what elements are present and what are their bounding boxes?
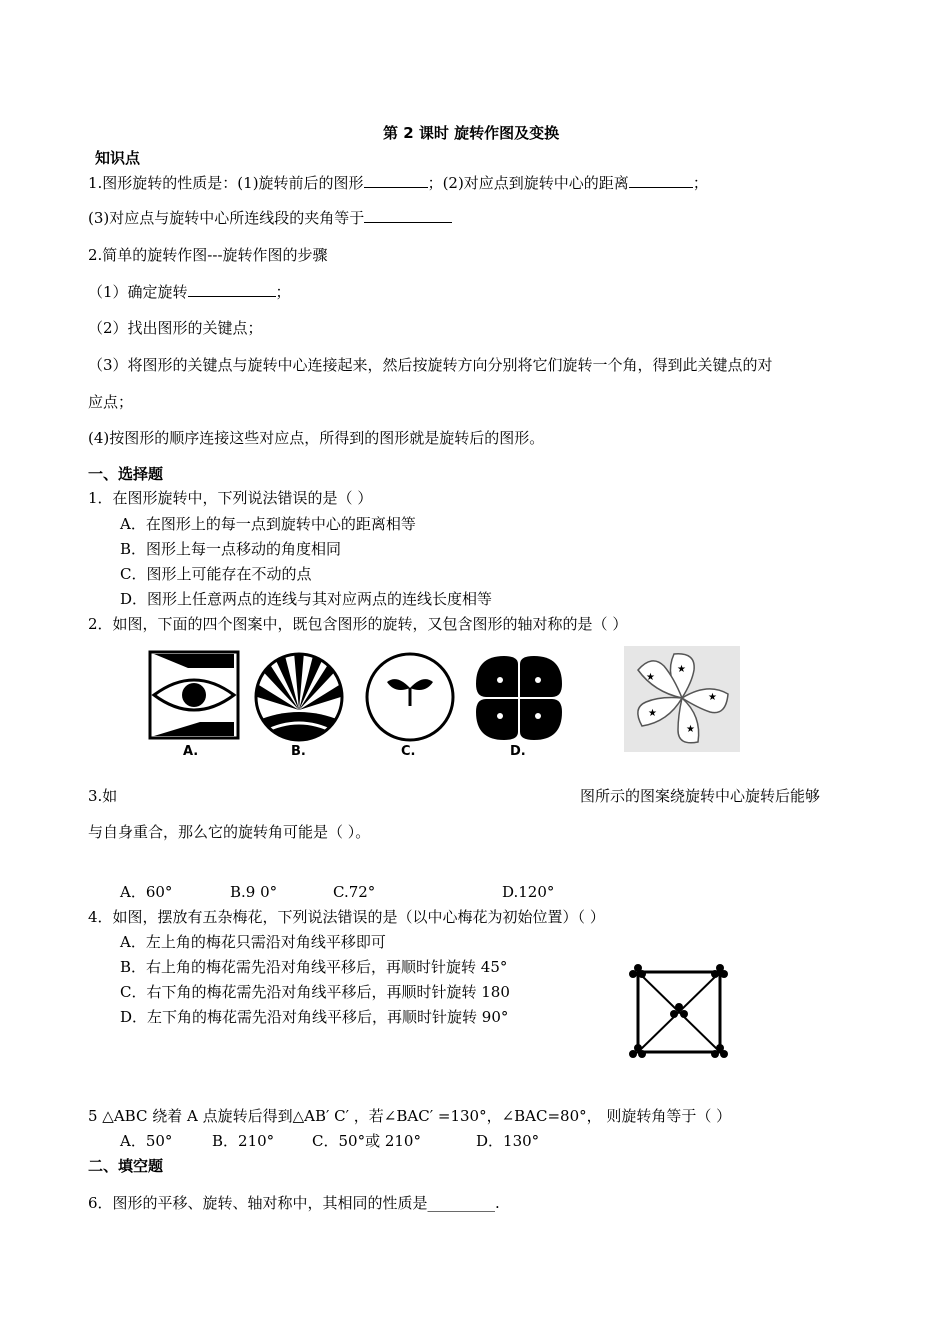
knowledge-line-6: （3）将图形的关键点与旋转中心连接起来，然后按旋转方向分别将它们旋转一个角，得到此关键点的对 bbox=[88, 356, 773, 374]
knowledge-text: 1.图形旋转的性质是：(1)旋转前后的图形 bbox=[88, 174, 364, 192]
q1-stem: 1．在图形旋转中，下列说法错误的是（ ） bbox=[88, 489, 373, 507]
knowledge-text: ； bbox=[275, 283, 291, 301]
page-title: 第 2 课时 旋转作图及变换 bbox=[383, 124, 560, 142]
q1-option-b: B．图形上每一点移动的角度相同 bbox=[120, 540, 342, 558]
q1-option-c: C．图形上可能存在不动的点 bbox=[120, 565, 312, 583]
answer-blank[interactable] bbox=[364, 173, 428, 188]
answer-blank[interactable] bbox=[364, 208, 452, 223]
knowledge-line-7: 应点； bbox=[88, 393, 134, 411]
q5-option-c: C．50°或 210° bbox=[312, 1132, 421, 1150]
q3-option-d: D.120° bbox=[502, 883, 555, 901]
section2-heading: 二、填空题 bbox=[88, 1157, 164, 1175]
figure-b-label: B. bbox=[291, 744, 306, 759]
q4-stem: 4．如图，摆放有五杂梅花，下列说法错误的是（以中心梅花为初始位置）（ ） bbox=[88, 908, 605, 926]
figure-c bbox=[365, 652, 455, 742]
q3-option-a: A．60° bbox=[120, 883, 173, 901]
q5-stem: 5 △ABC 绕着 A 点旋转后得到△AB′ C′ ，若∠BAC′ =130°，∠BAC=80°， 则旋转角等于（ ） bbox=[88, 1107, 732, 1125]
q3-option-c: C.72° bbox=[333, 883, 376, 901]
q6-stem: 6．图形的平移、旋转、轴对称中，其相同的性质是_________. bbox=[88, 1194, 500, 1212]
q3-stem-c: 与自身重合，那么它的旋转角可能是（ ）。 bbox=[88, 823, 371, 841]
q4-option-b: B．右上角的梅花需先沿对角线平移后，再顺时针旋转 45° bbox=[120, 958, 508, 976]
q4-option-c: C．右下角的梅花需先沿对角线平移后，再顺时针旋转 180 bbox=[120, 983, 510, 1001]
svg-text:★: ★ bbox=[677, 664, 686, 675]
q3-option-b: B.9 0° bbox=[230, 883, 278, 901]
knowledge-line-3: 2.简单的旋转作图---旋转作图的步骤 bbox=[88, 246, 328, 264]
q4-option-d: D．左下角的梅花需先沿对角线平移后，再顺时针旋转 90° bbox=[120, 1008, 509, 1026]
q3-stem-a: 3.如 bbox=[88, 787, 118, 805]
q5-option-d: D．130° bbox=[476, 1132, 540, 1150]
q1-option-a: A．在图形上的每一点到旋转中心的距离相等 bbox=[120, 515, 416, 533]
answer-blank[interactable] bbox=[188, 282, 276, 297]
knowledge-text: ； bbox=[692, 174, 708, 192]
knowledge-text: (3)对应点与旋转中心所连线段的夹角等于 bbox=[88, 209, 365, 227]
svg-text:★: ★ bbox=[686, 724, 695, 735]
figure-a bbox=[148, 650, 240, 740]
q3-stem-b: 图所示的图案绕旋转中心旋转后能够 bbox=[580, 787, 821, 805]
figure-c-label: C. bbox=[401, 744, 416, 759]
svg-text:★: ★ bbox=[648, 708, 657, 719]
q1-option-d: D．图形上任意两点的连线与其对应两点的连线长度相等 bbox=[120, 590, 493, 608]
knowledge-line-5: （2）找出图形的关键点； bbox=[88, 319, 263, 337]
figure-a-label: A. bbox=[183, 744, 199, 759]
knowledge-text: ；(2)对应点到旋转中心的距离 bbox=[427, 174, 629, 192]
plum-blossom-figure bbox=[626, 962, 732, 1062]
knowledge-line-2 bbox=[88, 208, 452, 228]
figure-b bbox=[254, 652, 344, 742]
q4-option-a: A．左上角的梅花只需沿对角线平移即可 bbox=[120, 933, 386, 951]
figure-d bbox=[474, 654, 564, 742]
knowledge-line-4 bbox=[88, 282, 291, 302]
answer-blank[interactable] bbox=[629, 173, 693, 188]
svg-text:★: ★ bbox=[708, 692, 717, 703]
q2-stem: 2．如图，下面的四个图案中，既包含图形的旋转，又包含图形的轴对称的是（ ） bbox=[88, 615, 628, 633]
knowledge-line-8: (4)按图形的顺序连接这些对应点，所得到的图形就是旋转后的图形。 bbox=[88, 429, 545, 447]
section1-heading: 一、选择题 bbox=[88, 465, 164, 483]
knowledge-text: （1）确定旋转 bbox=[88, 283, 188, 301]
q5-option-b: B．210° bbox=[212, 1132, 275, 1150]
svg-text:★: ★ bbox=[646, 672, 655, 683]
knowledge-heading: 知识点 bbox=[95, 149, 141, 167]
knowledge-line-1 bbox=[88, 173, 708, 193]
q5-option-a: A．50° bbox=[120, 1132, 173, 1150]
figure-d-label: D. bbox=[510, 744, 526, 759]
bauhinia-figure bbox=[624, 646, 740, 752]
